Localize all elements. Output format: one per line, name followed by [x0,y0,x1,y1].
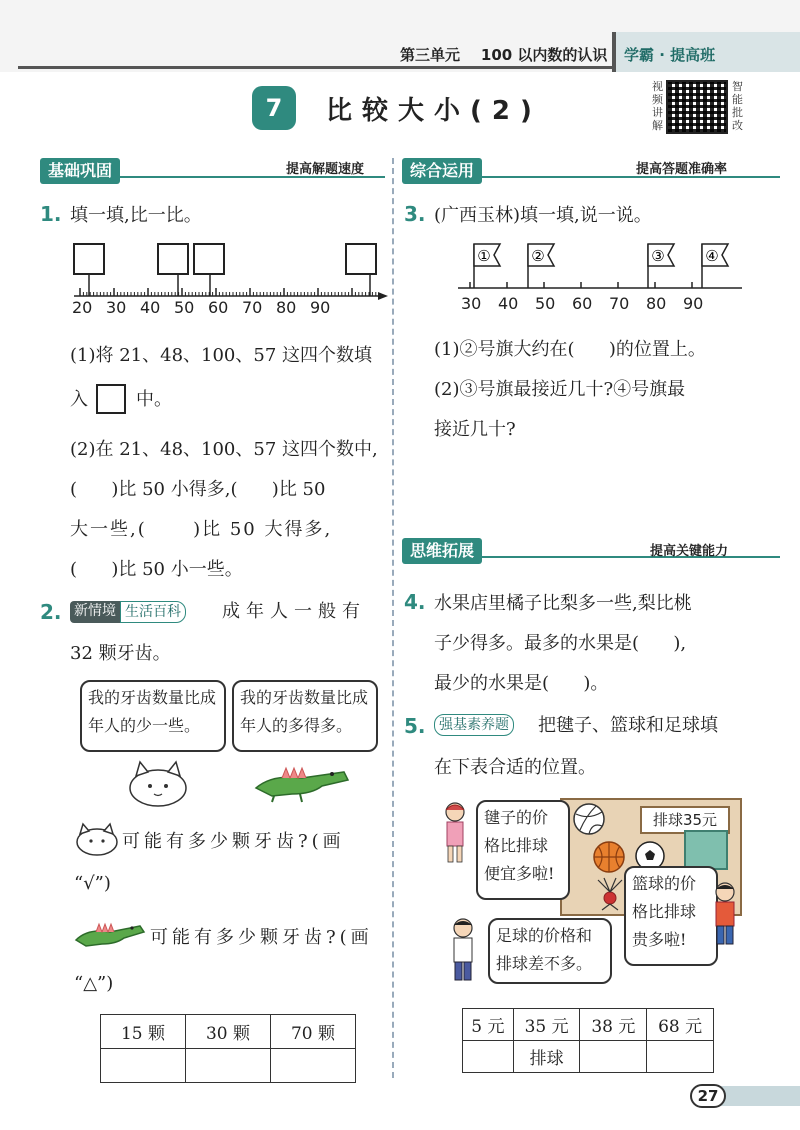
q3-flag-label: ③ [651,247,665,265]
q5-bubble-girl: 毽子的价格比排球便宜多啦! [476,800,570,900]
q1-tick-label: 50 [174,298,195,317]
q3-tick-label: 40 [498,294,519,313]
q1-part2-line1: (2)在 21、48、100、57 这四个数中, [70,439,378,460]
q3-tick-label: 50 [535,294,556,313]
q2-stem-1: 成年人一般有 [222,601,366,622]
q2-cat-question: 可能有多少颗牙齿?(画 [122,831,345,852]
q2-table-header: 15 颗 [101,1015,186,1049]
boy-left-icon [446,916,480,986]
section-tag-applied: 综合运用 [402,158,482,184]
q5-table-cell[interactable] [580,1041,647,1073]
q2-table-header: 30 颗 [186,1015,271,1049]
q3-tick-label: 80 [646,294,667,313]
cat-icon [126,760,190,808]
q3-tick-label: 70 [609,294,630,313]
q2-table-header: 70 颗 [271,1015,356,1049]
q2-cat-mark: “√”) [74,873,111,894]
q5-table-header: 68 元 [647,1009,714,1041]
section-tag-extend: 思维拓展 [402,538,482,564]
section-sub-extend: 提高关键能力 [650,544,729,559]
question-number-5: 5. [404,714,426,738]
q5-answer-table [462,1008,714,1073]
cash-register-icon [684,830,728,870]
q1-tick-label: 20 [72,298,93,317]
q3-flag [474,244,500,288]
unit-label: 第三单元 100 以内数的认识 [400,46,608,64]
q3-part2-line2: 接近几十? [434,419,516,440]
q1-answer-boxes [74,244,376,296]
section-tag-basic: 基础巩固 [40,158,120,184]
q2-tag-life: 生活百科 [120,601,186,623]
q5-bubble-boy-left: 足球的价格和排球差不多。 [488,918,612,984]
q2-table-cell[interactable] [186,1049,271,1083]
q5-stem-2: 在下表合适的位置。 [434,757,596,778]
q4-line3[interactable]: 最少的水果是( )。 [434,673,609,694]
question-number-1: 1. [40,202,62,226]
q3-tick-label: 90 [683,294,704,313]
q3-flag-label: ① [477,247,491,265]
q1-part1-line1: (1)将 21、48、100、57 这四个数填 [70,345,373,366]
question-number-4: 4. [404,590,426,614]
cat-small-icon [74,822,120,858]
q5-bubble-boy-right: 篮球的价格比排球贵多啦! [624,866,718,966]
volleyball-icon [572,802,606,836]
q2-tag-new-situation: 新情境 [70,601,120,623]
q4-line2[interactable]: 子少得多。最多的水果是( ), [434,633,687,654]
q3-tick-label: 30 [461,294,482,313]
q1-tick-label: 40 [140,298,161,317]
boy-right-icon [708,880,742,950]
q1-tick-label: 90 [310,298,331,317]
q3-part2-line1: (2)③号旗最接近几十?④号旗最 [434,379,686,400]
q5-table-header: 5 元 [463,1009,514,1041]
q1-tick-label: 60 [208,298,229,317]
q5-tag: 强基素养题 [434,714,514,736]
q3-flag [702,244,728,288]
crocodile-small-icon [74,918,146,952]
q1-part1-line2-post: 中。 [136,389,172,410]
q1-part2-line2[interactable]: ( )比 50 小得多,( )比 50 [70,479,326,500]
q5-table-cell[interactable] [647,1041,714,1073]
volleyball-price-label: 排球35元 [640,806,730,834]
lesson-number-badge: 7 [252,86,296,130]
q1-box-1[interactable] [74,244,104,274]
q3-number-line [452,240,752,296]
q1-tick-label: 30 [106,298,127,317]
q1-tick-label: 80 [276,298,297,317]
header-rule [18,66,618,69]
girl-icon [438,800,472,866]
qr-label-video: 视频讲解 [652,80,663,132]
qr-code-icon[interactable] [666,80,728,134]
q1-tick-labels [70,298,390,322]
lesson-title: 比较大小(2) [326,96,542,126]
q2-stem-2: 32 颗牙齿。 [70,643,171,664]
q1-inline-box [96,384,126,414]
q2-table-cell[interactable] [101,1049,186,1083]
q5-stem-1: 把毽子、篮球和足球填 [538,715,718,736]
q5-table-header: 35 元 [513,1009,580,1041]
q2-answer-table [100,1014,356,1083]
q1-box-3[interactable] [194,244,224,274]
q2-bubble-croc: 我的牙齿数量比成年人的多得多。 [232,680,378,752]
question-number-3: 3. [404,202,426,226]
q3-flag-label: ④ [705,247,719,265]
q3-flag-label: ② [531,247,545,265]
page-number: 27 [690,1084,726,1108]
series-label: 学霸 · 提高班 [624,46,716,64]
crocodile-icon [252,760,352,804]
column-divider [392,158,394,1078]
q2-tags [70,601,186,623]
q1-box-4[interactable] [346,244,376,274]
section-sub-applied: 提高答题准确率 [636,162,728,177]
qr-label-grading: 智能批改 [732,80,743,132]
q3-tick-labels [452,294,752,318]
section-sub-basic: 提高解题速度 [286,162,365,177]
q1-part2-line4[interactable]: ( )比 50 小一些。 [70,559,243,580]
q2-bubble-cat: 我的牙齿数量比成年人的少一些。 [80,680,226,752]
question-number-2: 2. [40,600,62,624]
q2-croc-question: 可能有多少颗牙齿?(画 [150,927,373,948]
q3-flag [528,244,554,288]
q3-part1[interactable]: (1)②号旗大约在( )的位置上。 [434,339,706,360]
q2-table-cell[interactable] [271,1049,356,1083]
q5-table-header: 38 元 [580,1009,647,1041]
q5-table-cell[interactable] [463,1041,514,1073]
q1-tick-label: 70 [242,298,263,317]
q5-table-cell: 排球 [513,1041,580,1073]
q2-croc-mark: “△”) [74,973,114,994]
basketball-icon [592,840,626,874]
q1-stem: 填一填,比一比。 [70,205,202,226]
q3-flag [648,244,674,288]
q1-part2-line3[interactable]: 大一些,( )比 50 大得多, [70,519,333,540]
q1-part1-line2-pre: 入 [70,389,88,410]
q4-line1: 水果店里橘子比梨多一些,梨比桃 [434,593,692,614]
q3-stem: (广西玉林)填一填,说一说。 [434,205,652,226]
q1-box-2[interactable] [158,244,188,274]
q3-tick-label: 60 [572,294,593,313]
